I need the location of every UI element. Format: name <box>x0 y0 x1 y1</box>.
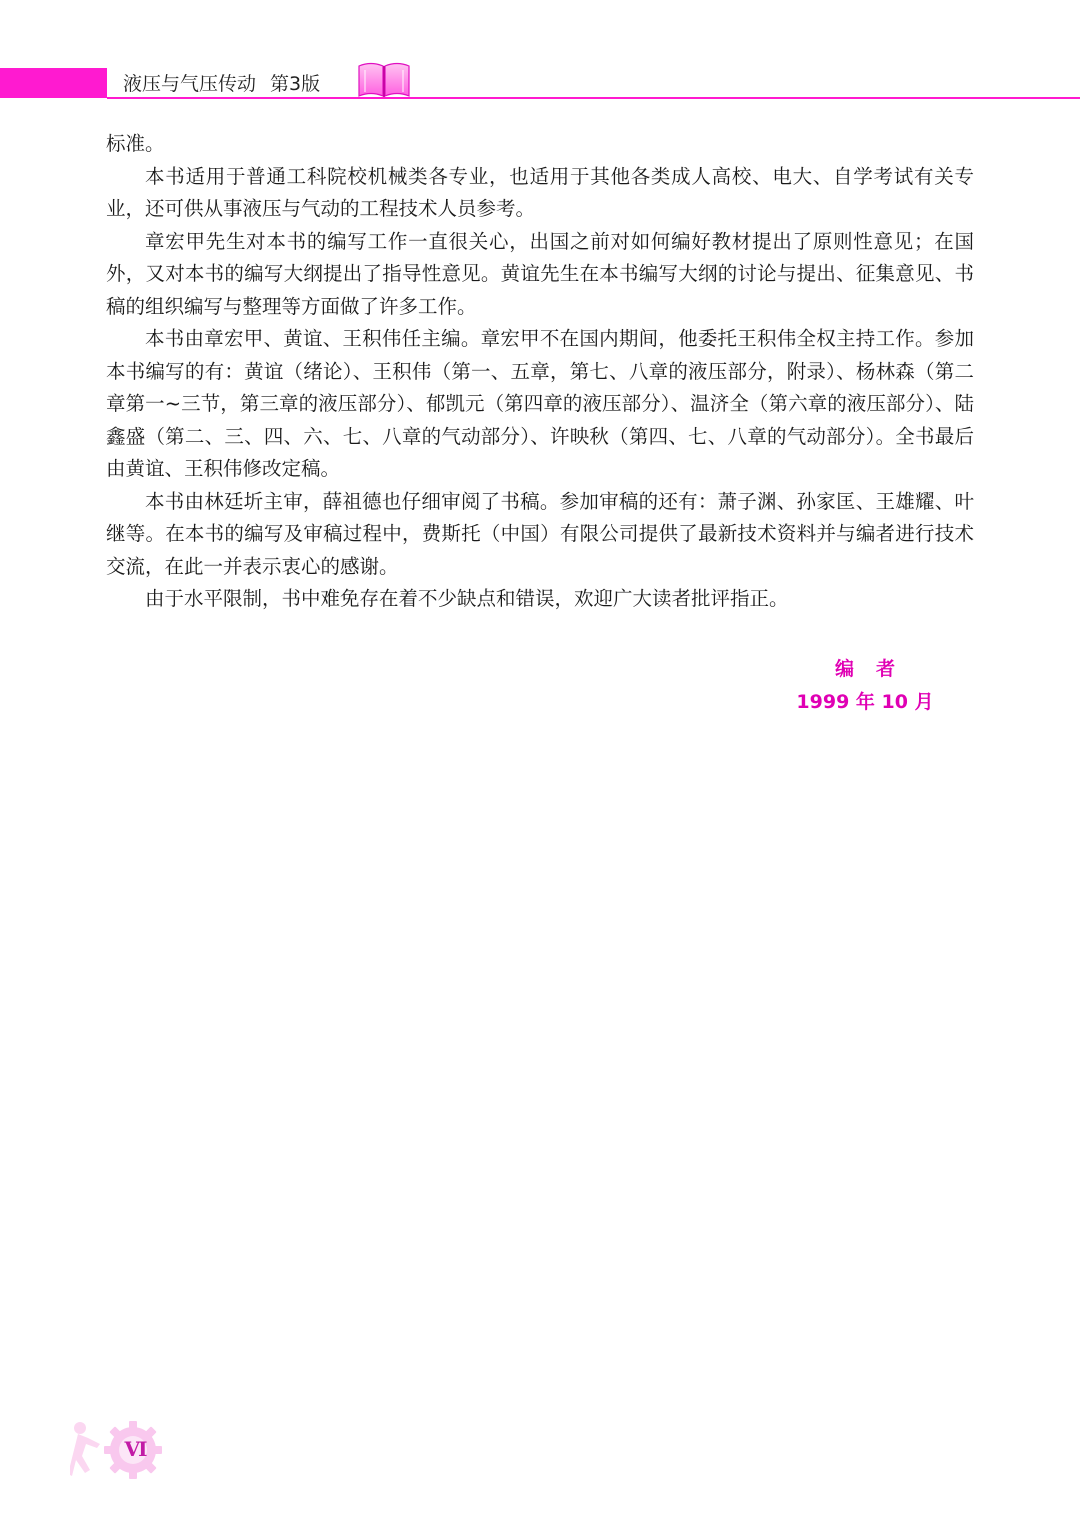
edition-label: 第3版 <box>270 73 321 95</box>
running-header <box>123 70 320 98</box>
book-title: 液压与气压传动 <box>123 73 257 95</box>
paragraph-continuation: 标准。 <box>106 132 165 155</box>
header-accent-bar <box>0 68 107 98</box>
paragraph-review: 本书由林廷圻主审，薛祖德也仔细审阅了书稿。参加审稿的还有：萧子渊、孙家匡、王雄耀、叶继等。在本书的编写及审稿过程中，费斯托（中国）有限公司提供了最新技术资料并与编者进行技术交流，在此一并表示衷心的感谢。 <box>106 489 974 578</box>
paragraph-scope: 本书适用于普通工科院校机械类各专业，也适用于其他各类成人高校、电大、自学考试有关专业，还可供从事液压与气动的工程技术人员参考。 <box>106 164 974 220</box>
paragraph-authors: 本书由章宏甲、黄谊、王积伟任主编。章宏甲不在国内期间，他委托王积伟全权主持工作。参加本书编写的有：黄谊（绪论）、王积伟（第一、五章，第七、八章的液压部分，附录）、杨林森（第二章第一~三节，第三章的液压部分）、郁凯元（第四章的液压部分）、温济全（第六章的液压部分）、陆鑫盛（第二、三、四、六、七、八章的气动部分）、许映秋（第四、七、八章的气动部分）。全书最后由黄谊、王积伟修改定稿。 <box>106 327 974 480</box>
paragraph-closing: 由于水平限制，书中难免存在着不少缺点和错误，欢迎广大读者批评指正。 <box>145 587 789 610</box>
preface-body <box>106 128 974 616</box>
signature-author: 编者 <box>834 658 917 680</box>
signature-date: 1999 年 10 月 <box>796 691 934 713</box>
open-book-icon <box>356 60 412 98</box>
page-number: Ⅵ <box>124 1437 148 1461</box>
paragraph-acknowledgement: 章宏甲先生对本书的编写工作一直很关心，出国之前对如何编好教材提出了原则性意见；在国外，又对本书的编写大纲提出了指导性意见。黄谊先生在本书编写大纲的讨论与提出、征集意见、书稿的组织编写与整理等方面做了许多工作。 <box>106 229 974 318</box>
